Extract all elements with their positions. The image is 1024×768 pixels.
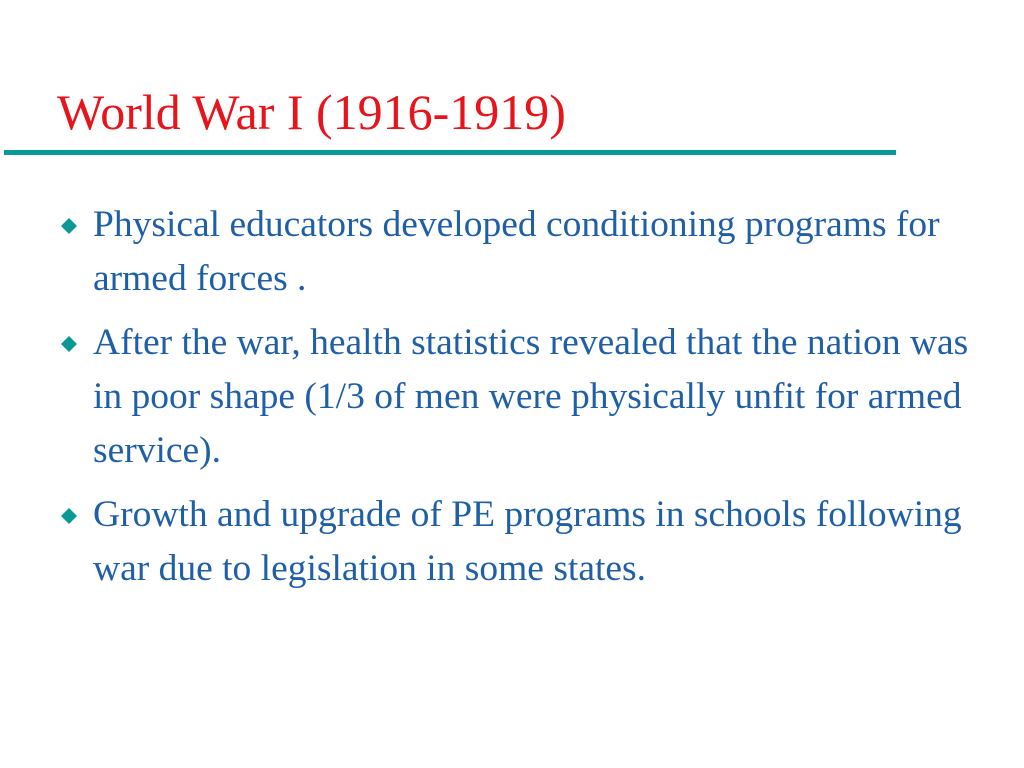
title-underline <box>4 150 896 155</box>
bullet-text: Physical educators developed conditioning programs for armed forces . <box>93 204 940 299</box>
diamond-icon <box>61 508 77 524</box>
bullet-text: Growth and upgrade of PE programs in schools following war due to legislation in some states. <box>93 494 962 589</box>
bullet-list <box>56 198 976 606</box>
bullet-item <box>56 488 976 596</box>
bullet-item <box>56 198 976 306</box>
bullet-text: After the war, health statistics revealed that the nation was in poor shape (1/3 of men were physically unfit for armed service). <box>93 322 969 471</box>
bullet-item <box>56 316 976 478</box>
slide-title: World War I (1916-1919) <box>57 84 566 140</box>
diamond-icon <box>61 218 77 234</box>
diamond-icon <box>61 336 77 352</box>
